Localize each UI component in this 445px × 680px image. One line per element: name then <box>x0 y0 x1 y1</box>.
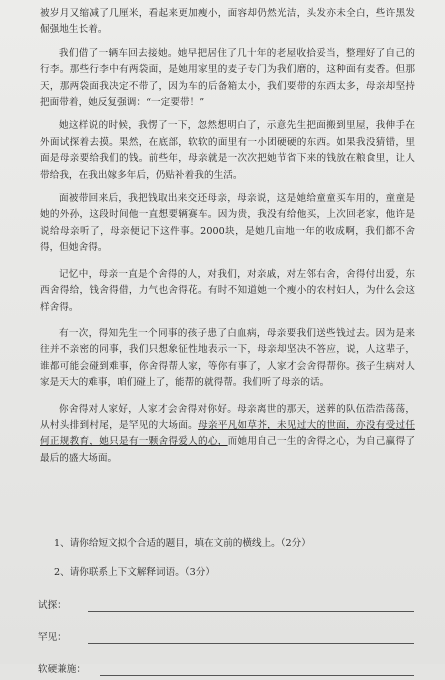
answer-row-term-2[interactable] <box>38 626 418 648</box>
passage-paragraph-2: 我们借了一辆车回去接她。她早把居住了几十年的老屋收拾妥当，整理好了自己的行李。那些行李中有两袋面，是她用家里的麦子专门为我们磨的，这种面有麦香。但那天，那两袋面我决定不带了，因为车的后备箱太小，我们要带的东西太多，母亲却坚持把面带着，她反复强调：“一定要带！” <box>40 47 415 109</box>
passage-paragraph-3: 她这样说的时候，我愣了一下，忽然想明白了，示意先生把面搬到里屋，我伸手在外面试探着去摸。果然，在底部，软软的面里有一小团硬硬的东西。如果我没猜错，里面是母亲要给我们的钱。前些年，母亲就是一次次把她节省下来的钱放在粮食里，让人带给我，在我出嫁多年后，仍贴补着我的生活。 <box>40 120 415 181</box>
term-label-2: 罕见： <box>38 632 67 643</box>
passage-paragraph-4: 面被带回来后，我把钱取出来交还母亲，母亲说，这是她给童童买车用的，童童是她的外孙，这段时间他一直想要辆赛车。因为贵，我没有给他买，上次回老家，他许是说给母亲听了，母亲便记下这件事。2000块，是她几亩地一年的收成啊，我们都不舍得，但她舍得。 <box>40 193 415 254</box>
passage-paragraph-6: 有一次，得知先生一个同事的孩子患了白血病，母亲要我们送些钱过去。因为是来往并不亲密的同事，我们只想象征性地表示一下，母亲却坚决不答应，说，人这辈子，谁都可能会碰到难事，你舍得帮人家，等你有事了，人家才会舍得帮你。孩子生病对人家是天大的难事，咱们碰上了，能帮的就得帮。我们听了母亲的话。 <box>40 327 415 389</box>
term-label-3: 软硬兼施： <box>38 664 86 675</box>
passage-paragraph-1: 被岁月又缩减了几厘米，看起来更加瘦小，面容却仍然光洁，头发亦未全白，些许黑发倔强地生长着。 <box>40 8 415 36</box>
passage-paragraph-5: 记忆中，母亲一直是个舍得的人，对我们，对亲戚，对左邻右舍，舍得付出爱，东西舍得给，钱舍得借，力气也舍得花。有时不知道她一个瘦小的农村妇人，为什么会这样舍得。 <box>40 268 415 313</box>
passage-paragraph-7 <box>40 402 415 468</box>
paragraph-7-lead: 你舍得对人家好，人家才会舍得对你好。母亲离世的那天，送葬的队伍浩浩荡荡，从村头排到村尾，是罕见的大场面。 <box>40 403 415 431</box>
answer-blank-3[interactable] <box>100 675 414 676</box>
reading-passage <box>40 6 415 474</box>
answer-row-term-3[interactable] <box>38 658 418 680</box>
questions-section <box>38 536 418 680</box>
underlined-sentence: 母亲平凡如草芥，未见过大的世面，亦没有受过任何正规教育，她只是有一颗舍得爱人的心， <box>40 419 415 448</box>
answer-blank-2[interactable] <box>88 643 414 644</box>
term-label-1: 试探： <box>38 600 67 611</box>
paragraph-7-tail: 而她用自己一生的舍得之心，为自己赢得了最后的盛大场面。 <box>40 436 416 464</box>
question-2: 2、请你联系上下文解释词语。（3分） <box>54 567 215 578</box>
answer-row-term-1[interactable] <box>38 594 418 616</box>
answer-blank-1[interactable] <box>88 611 414 612</box>
question-1: 1、请你给短文拟个合适的题目，填在文前的横线上。（2分） <box>54 538 311 549</box>
